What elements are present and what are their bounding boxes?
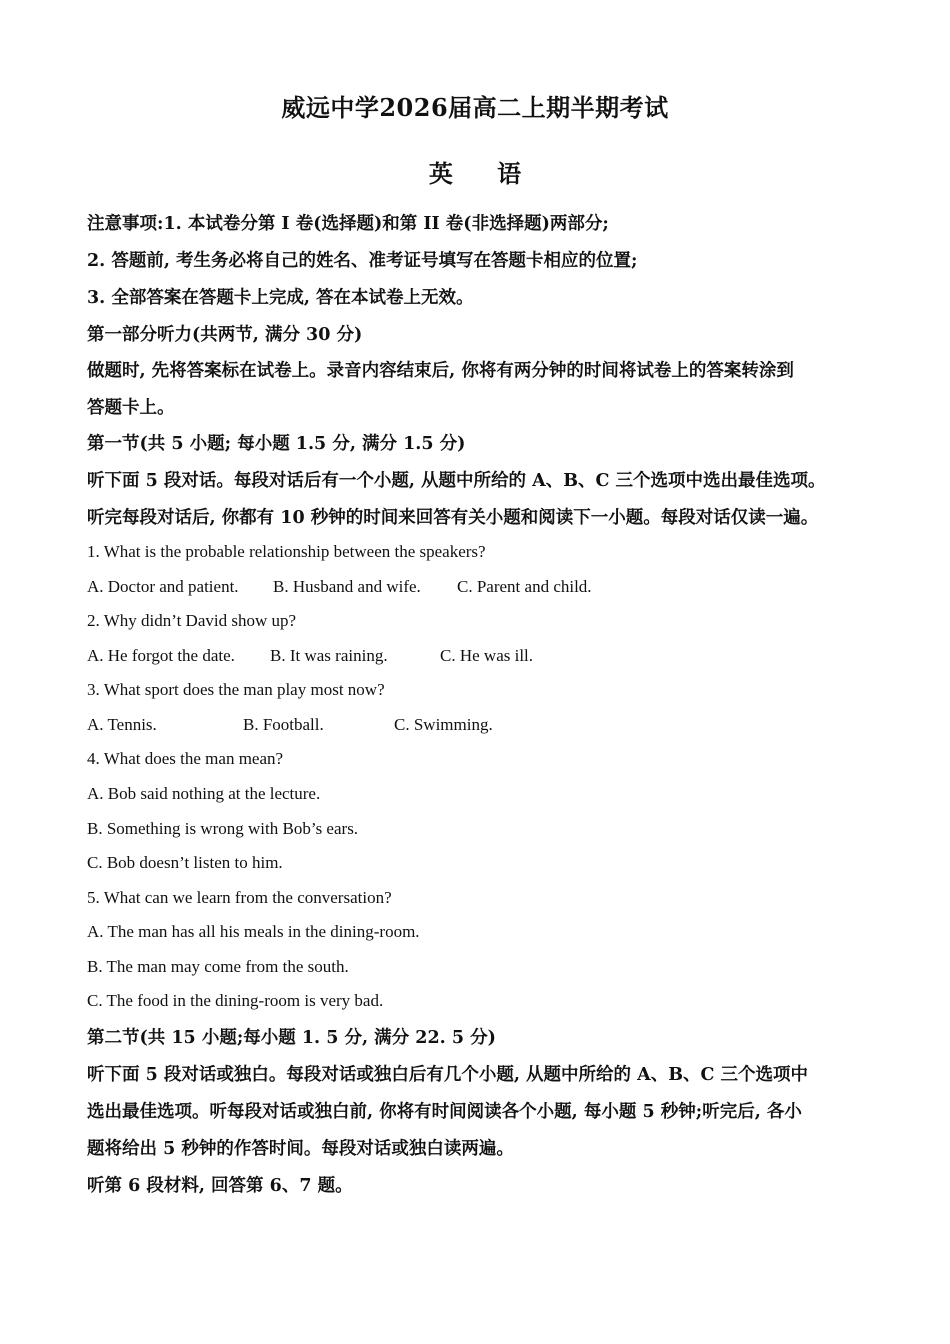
question-3-option-b: B. Football. [243,715,324,734]
section1-instruction-line1: 听下面 5 段对话。每段对话后有一个小题, 从题中所给的 A、B、C 三个选项中选出最佳选项。 [87,471,826,491]
note-3: 3. 全部答案在答题卡上完成, 答在本试卷上无效。 [87,288,474,308]
section2-material-label: 听第 6 段材料, 回答第 6、7 题。 [87,1176,353,1196]
question-1-stem: 1. What is the probable relationship between the speakers? [87,542,486,561]
question-1-option-b: B. Husband and wife. [273,577,421,596]
section1-heading: 第一节(共 5 小题; 每小题 1.5 分, 满分 1.5 分) [87,434,466,454]
question-3-option-c: C. Swimming. [394,715,493,734]
question-2-option-c: C. He was ill. [440,646,534,665]
part1-heading: 第一部分听力(共两节, 满分 30 分) [87,325,363,345]
section2-heading: 第二节(共 15 小题;每小题 1. 5 分, 满分 22. 5 分) [87,1028,496,1048]
question-4-option-c: C. Bob doesn’t listen to him. [87,853,283,872]
part1-instruction-line2: 答题卡上。 [87,398,175,418]
question-2-stem: 2. Why didn’t David show up? [87,611,297,630]
question-3-option-a: A. Tennis. [87,715,157,734]
exam-title: 威远中学2026届高二上期半期考试 [281,93,669,122]
question-5-option-a: A. The man has all his meals in the dining-room. [87,922,420,941]
question-1-option-c: C. Parent and child. [457,577,592,596]
section2-instruction-line1: 听下面 5 段对话或独白。每段对话或独白后有几个小题, 从题中所给的 A、B、C 三个选项中 [87,1065,809,1085]
question-5-option-c: C. The food in the dining-room is very bad. [87,991,384,1010]
section2-instruction-line3: 题将给出 5 秒钟的作答时间。每段对话或独白读两遍。 [87,1139,514,1159]
question-3-stem: 3. What sport does the man play most now? [87,680,385,699]
note-2: 2. 答题前, 考生务必将自己的姓名、准考证号填写在答题卡相应的位置; [87,251,638,271]
question-1-option-a: A. Doctor and patient. [87,577,239,596]
note-1: 注意事项:1. 本试卷分第 I 卷(选择题)和第 II 卷(非选择题)两部分; [87,214,609,234]
question-2-option-a: A. He forgot the date. [87,646,235,665]
question-4-stem: 4. What does the man mean? [87,749,284,768]
part1-instruction-line1: 做题时, 先将答案标在试卷上。录音内容结束后, 你将有两分钟的时间将试卷上的答案转涂到 [87,361,794,381]
question-5-option-b: B. The man may come from the south. [87,957,349,976]
question-4-option-a: A. Bob said nothing at the lecture. [87,784,321,803]
question-5-stem: 5. What can we learn from the conversation? [87,888,392,907]
subject-title: 英 语 [428,159,540,188]
section2-instruction-line2: 选出最佳选项。听每段对话或独白前, 你将有时间阅读各个小题, 每小题 5 秒钟;听完后, 各小 [87,1102,802,1122]
question-2-option-b: B. It was raining. [270,646,388,665]
question-4-option-b: B. Something is wrong with Bob’s ears. [87,819,359,838]
section1-instruction-line2: 听完每段对话后, 你都有 10 秒钟的时间来回答有关小题和阅读下一小题。每段对话仅读一遍。 [87,508,819,528]
